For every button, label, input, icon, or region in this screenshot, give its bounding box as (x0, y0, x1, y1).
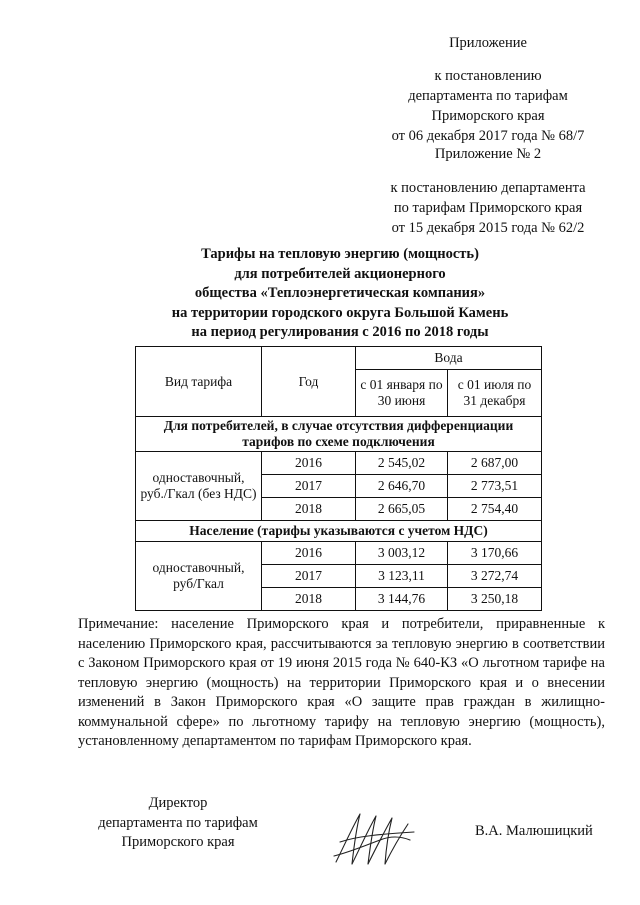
value-cell: 3 170,66 (448, 542, 542, 565)
appendix-ref-date: от 06 декабря 2017 года № 68/7 (391, 128, 585, 144)
signatory-position: Директор (148, 795, 208, 811)
tariff-label: одноставочный, руб./Гкал (без НДС) (136, 452, 262, 521)
appendix-ref-line: департамента по тарифам (408, 88, 568, 104)
year-cell: 2018 (262, 588, 356, 611)
appendix-label: Приложение (449, 35, 527, 51)
appendix-2-ref-line: по тарифам Приморского края (393, 200, 583, 216)
header-tariff-type: Вид тарифа (136, 347, 262, 417)
appendix-header (362, 33, 614, 146)
table-row (136, 542, 542, 565)
header-period-1: с 01 января по 30 июня (356, 370, 448, 417)
value-cell: 2 646,70 (356, 475, 448, 498)
title-line: на территории городского округа Большой Камень (171, 304, 509, 321)
value-cell: 3 144,76 (356, 588, 448, 611)
section-title-population: Население (тарифы указываются с учетом НДС) (136, 521, 542, 542)
signatory-name: В.А. Малюшицкий (475, 823, 593, 839)
appendix-2-ref-date: от 15 декабря 2015 года № 62/2 (391, 220, 585, 236)
value-cell: 3 123,11 (356, 565, 448, 588)
value-cell: 2 773,51 (448, 475, 542, 498)
signatory-title (78, 794, 278, 853)
title-line: общества «Теплоэнергетическая компания» (194, 285, 486, 301)
value-cell: 2 545,02 (356, 452, 448, 475)
value-cell: 2 665,05 (356, 498, 448, 521)
value-cell: 2 687,00 (448, 452, 542, 475)
value-cell: 3 272,74 (448, 565, 542, 588)
title-line: для потребителей акционерного (234, 265, 446, 282)
value-cell: 3 003,12 (356, 542, 448, 565)
title-line: на период регулирования с 2016 по 2018 годы (191, 324, 489, 340)
title-line: Тарифы на тепловую энергию (мощность) (201, 246, 479, 262)
year-cell: 2017 (262, 475, 356, 498)
header-period-2: с 01 июля по 31 декабря (448, 370, 542, 417)
header-year: Год (262, 347, 356, 417)
appendix-2-ref-line: к постановлению департамента (390, 180, 586, 196)
tariff-table (135, 346, 542, 611)
signatory-department: департамента по тарифам (98, 814, 258, 831)
appendix-ref-line: Приморского края (431, 108, 545, 124)
note-paragraph: Примечание: население Приморского края и потребители, приравненные к населению Приморского края, рассчитываются за тепловую энергию в соответствии с Законом Приморского края от 19 июня 2015 года № 640-КЗ «О льготном тарифе на тепловую энергию (мощность) на территории Приморского края и о внесении изменений в Закон Приморского края «О защите прав граждан в жилищно-коммунальной сфере» по льготному тарифу на тепловую энергию (мощность), установленному департаментом по тарифам Приморского края. (78, 616, 605, 749)
section-title-consumers: Для потребителей, в случае отсутствия дифференциации тарифов по схеме подключения (136, 417, 542, 452)
appendix-2-label: Приложение № 2 (434, 146, 542, 162)
appendix-2-header (372, 144, 604, 238)
year-cell: 2018 (262, 498, 356, 521)
year-cell: 2016 (262, 542, 356, 565)
header-water: Вода (356, 347, 542, 370)
tariff-label: одноставочный, руб/Гкал (136, 542, 262, 611)
value-cell: 3 250,18 (448, 588, 542, 611)
document-title (60, 245, 620, 343)
handwritten-signature (330, 806, 420, 870)
value-cell: 2 754,40 (448, 498, 542, 521)
year-cell: 2017 (262, 565, 356, 588)
signatory-region: Приморского края (121, 834, 235, 850)
table-row (136, 452, 542, 475)
appendix-ref-line: к постановлению (434, 68, 542, 84)
year-cell: 2016 (262, 452, 356, 475)
